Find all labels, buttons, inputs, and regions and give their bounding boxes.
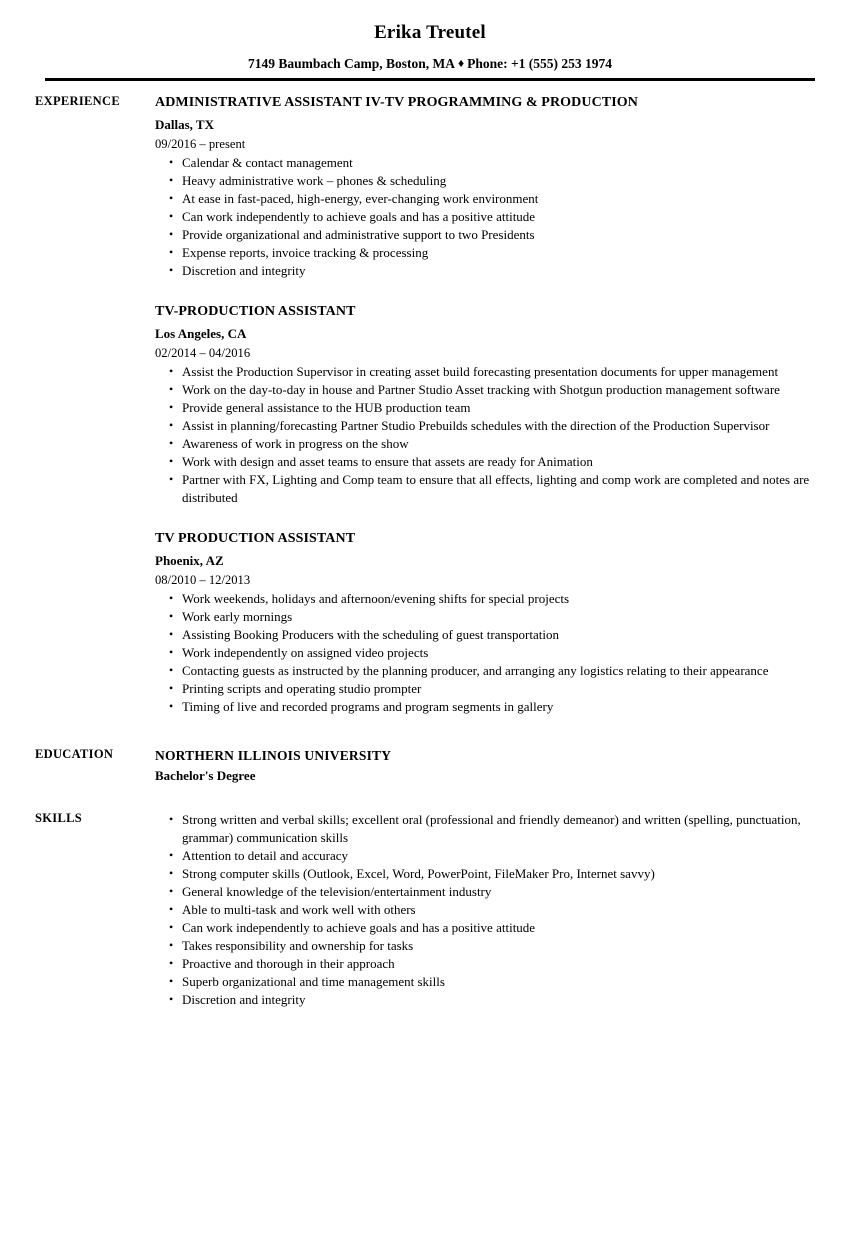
skill-bullet: • Superb organizational and time management skills (155, 973, 820, 991)
experience-section-label: EXPERIENCE (35, 93, 120, 108)
spacer-before-skills (35, 786, 820, 810)
job-bullet-list (155, 154, 820, 280)
skill-bullet: • Strong computer skills (Outlook, Excel, Word, PowerPoint, FileMaker Pro, Internet savvy) (155, 865, 820, 883)
job-bullet: • Calendar & contact management (155, 154, 820, 172)
job-bullet: • Expense reports, invoice tracking & processing (155, 244, 820, 262)
skill-bullet: • Attention to detail and accuracy (155, 847, 820, 865)
job-bullet-list (155, 590, 820, 716)
education-school: NORTHERN ILLINOIS UNIVERSITY (155, 748, 392, 764)
education-section-label: EDUCATION (35, 747, 114, 762)
job-bullet: • Work with design and asset teams to ensure that assets are ready for Animation (155, 453, 820, 471)
job-bullet: • Partner with FX, Lighting and Comp team to ensure that all effects, lighting and comp work are completed and notes are distributed (155, 471, 820, 507)
skill-bullet: • Can work independently to achieve goals and has a positive attitude (155, 919, 820, 937)
education-entry (155, 746, 820, 786)
job-location: Phoenix, AZ (155, 553, 224, 569)
skill-bullet: • Able to multi-task and work well with others (155, 901, 820, 919)
job-bullet-list (155, 363, 820, 507)
job-bullet: • Printing scripts and operating studio prompter (155, 680, 820, 698)
skill-bullet: • Discretion and integrity (155, 991, 820, 1009)
job-bullet: • Can work independently to achieve goals and has a positive attitude (155, 208, 820, 226)
job-location: Los Angeles, CA (155, 326, 247, 342)
contact-line (0, 56, 860, 72)
experience-entry (155, 302, 820, 507)
candidate-name: Erika Treutel (374, 22, 486, 43)
skill-bullet: • Strong written and verbal skills; excellent oral (professional and friendly demeanor) and written (spelling, punctuation, grammar) communication skills (155, 811, 820, 847)
job-dates: 09/2016 – present (155, 136, 246, 151)
resume-header (0, 0, 860, 81)
experience-entry (155, 93, 820, 280)
job-bullet: • Awareness of work in progress on the show (155, 435, 820, 453)
job-bullet: • Heavy administrative work – phones & scheduling (155, 172, 820, 190)
spacer-before-education (35, 716, 820, 746)
skills-bullet-list (155, 811, 820, 1009)
job-bullet: • Assist in planning/forecasting Partner Studio Prebuilds schedules with the direction of the Production Supervisor (155, 417, 820, 435)
job-dates: 02/2014 – 04/2016 (155, 345, 251, 360)
skill-bullet: • Takes responsibility and ownership for tasks (155, 937, 820, 955)
job-title: ADMINISTRATIVE ASSISTANT IV-TV PROGRAMMING & PRODUCTION (155, 94, 638, 110)
job-bullet: • Discretion and integrity (155, 262, 820, 280)
job-bullet: • Work early mornings (155, 608, 820, 626)
candidate-address: 7149 Baumbach Camp, Boston, MA (247, 55, 455, 71)
skill-bullet: • Proactive and thorough in their approach (155, 955, 820, 973)
job-bullet: • Work on the day-to-day in house and Partner Studio Asset tracking with Shotgun production management software (155, 381, 820, 399)
job-title: TV-PRODUCTION ASSISTANT (155, 304, 356, 320)
job-bullet: • At ease in fast-paced, high-energy, ever-changing work environment (155, 190, 820, 208)
job-bullet: • Contacting guests as instructed by the planning producer, and arranging any logistics relating to their appearance (155, 662, 820, 680)
candidate-phone: Phone: +1 (555) 253 1974 (467, 55, 613, 71)
job-dates: 08/2010 – 12/2013 (155, 572, 251, 587)
job-location: Dallas, TX (155, 117, 214, 133)
skills-section (35, 810, 820, 1009)
education-section (35, 746, 820, 786)
education-degree: Bachelor's Degree (155, 768, 256, 784)
experience-section (35, 93, 820, 716)
experience-entries (155, 93, 820, 716)
skills-section-label: SKILLS (35, 810, 82, 825)
job-bullet: • Provide organizational and administrative support to two Presidents (155, 226, 820, 244)
experience-entry (155, 529, 820, 716)
skill-bullet: • General knowledge of the television/entertainment industry (155, 883, 820, 901)
job-bullet: • Work independently on assigned video projects (155, 644, 820, 662)
job-bullet: • Work weekends, holidays and afternoon/evening shifts for special projects (155, 590, 820, 608)
job-bullet: • Assist the Production Supervisor in creating asset build forecasting presentation documents for upper management (155, 363, 820, 381)
job-bullet: • Timing of live and recorded programs and program segments in gallery (155, 698, 820, 716)
job-bullet: • Provide general assistance to the HUB production team (155, 399, 820, 417)
job-title: TV PRODUCTION ASSISTANT (155, 531, 356, 547)
resume-content (0, 81, 860, 1009)
job-bullet: • Assisting Booking Producers with the scheduling of guest transportation (155, 626, 820, 644)
experience-entry-spacer (155, 280, 820, 302)
experience-entry-spacer (155, 507, 820, 529)
education-entries (155, 746, 820, 786)
diamond-separator-icon: ♦ (457, 55, 465, 70)
skills-list-wrapper (155, 810, 820, 1009)
